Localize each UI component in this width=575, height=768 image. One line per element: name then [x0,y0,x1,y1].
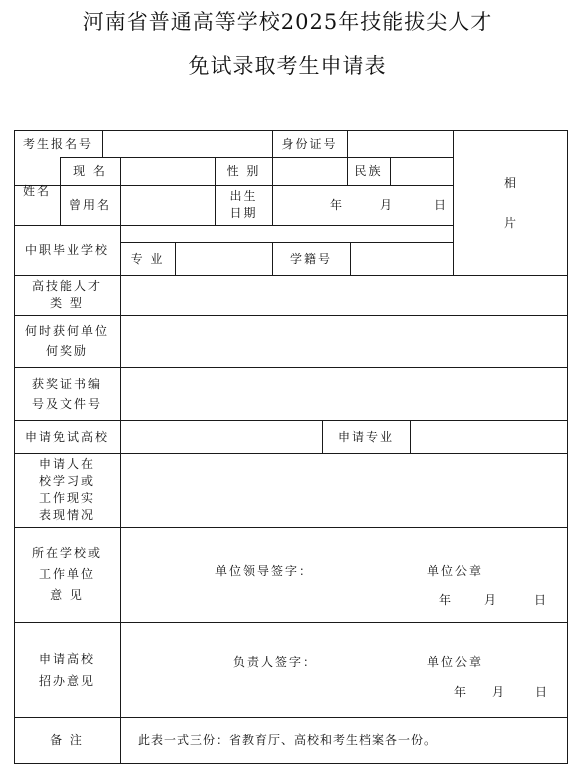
current-name-label: 现 名 [73,164,107,178]
student-id-label: 学籍号 [289,251,332,266]
award-label: 何时获何单位 何奖励 [24,324,109,358]
apply-major-label: 申请专业 [337,429,394,444]
id-number-label: 身份证号 [281,136,338,151]
gender-field[interactable] [273,158,346,184]
school-field[interactable] [121,226,452,242]
apply-college-field[interactable] [121,421,321,452]
ethnicity-field[interactable] [391,158,452,184]
gender-label: 性 别 [226,164,261,178]
unit-seal-label: 单位公章 [427,564,484,578]
college-opinion-label: 申请高校 招办意见 [38,651,95,688]
name-label: 姓名 [22,184,51,198]
birth-month-label: 月 [379,198,394,212]
birth-day-label: 日 [433,198,448,212]
major-label: 专 业 [130,251,165,266]
opinion-day-label: 日 [533,593,548,607]
school-opinion-label: 所在学校或 工作单位 意 见 [31,546,102,602]
performance-field[interactable] [121,454,566,526]
unit-seal-label: 单位公章 [427,655,484,669]
form-title-line2: 免试录取考生申请表 [188,54,387,78]
exam-number-field[interactable] [103,131,271,156]
remarks-text: 此表一式三份：省教育厅、高校和考生档案各一份。 [138,733,438,747]
opinion-month-label: 月 [483,593,498,607]
form-title-line1: 河南省普通高等学校2025年技能拔尖人才 [82,10,493,34]
college-year-label: 年 [453,685,468,699]
award-field[interactable] [121,316,566,366]
college-month-label: 月 [491,685,506,699]
leader-signature-label: 单位领导签字： [215,564,314,578]
former-name-label: 曾用名 [68,198,111,212]
remarks-label: 备 注 [50,733,84,747]
cert-number-field[interactable] [121,368,566,419]
apply-major-field[interactable] [411,421,566,452]
major-field[interactable] [176,243,271,274]
photo-placeholder[interactable]: 相 片 [503,175,516,230]
current-name-field[interactable] [121,158,214,184]
performance-label: 申请人在 校学习或 工作现实 表现情况 [38,457,95,522]
former-name-field[interactable] [121,186,214,224]
college-day-label: 日 [534,685,549,699]
cert-number-label: 获奖证书编 号及文件号 [31,376,102,411]
talent-type-label: 高技能人才 类 型 [31,279,102,310]
apply-college-label: 申请免试高校 [24,429,109,444]
director-signature-label: 负责人签字： [233,655,318,669]
birth-year-label: 年 [329,198,344,212]
birth-date-label: 出生 日期 [229,189,258,220]
ethnicity-label: 民族 [354,164,383,178]
opinion-year-label: 年 [438,593,453,607]
exam-number-label: 考生报名号 [22,136,93,151]
id-number-field[interactable] [348,131,452,156]
school-label: 中职毕业学校 [24,243,109,257]
student-id-field[interactable] [351,243,452,274]
talent-type-field[interactable] [121,276,566,314]
